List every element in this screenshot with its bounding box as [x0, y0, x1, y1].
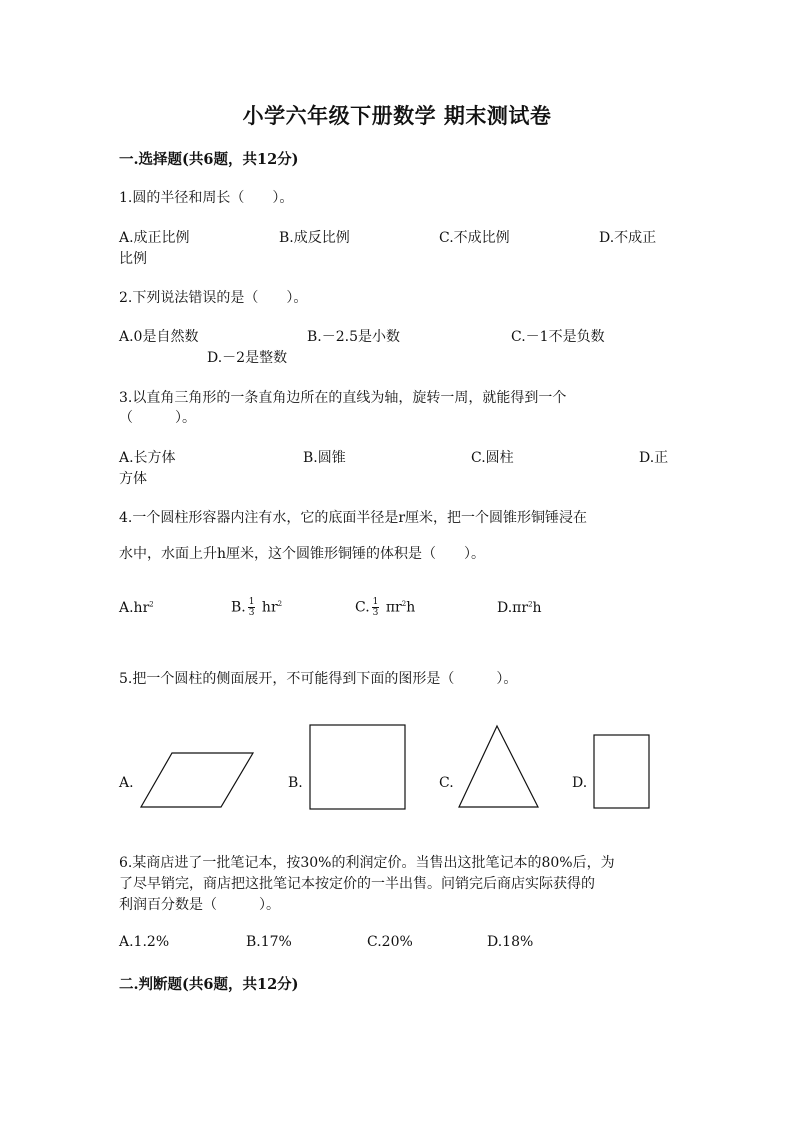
q3-option-a: A.长方体 — [119, 450, 176, 466]
parallelogram-figure — [138, 748, 260, 812]
q3-option-d: D.正 — [639, 450, 669, 466]
q4-c-suffix: πr — [381, 599, 402, 616]
q2-option-c: C.－1不是负数 — [511, 329, 605, 345]
q5-option-d-label: D. — [572, 775, 588, 791]
q4-b-suffix: hr — [257, 599, 278, 616]
question-1-stem: 1.圆的半径和周长（ ）。 — [119, 190, 294, 206]
rectangle-figure — [590, 731, 654, 813]
q4-a-text: A.hr — [119, 600, 150, 616]
q1-option-c: C.不成比例 — [439, 230, 510, 246]
question-4-stem-line2: 水中，水面上升h厘米，这个圆锥形铜锤的体积是（ ）。 — [119, 546, 486, 562]
triangle-figure — [454, 722, 544, 813]
q2-option-a: A.0是自然数 — [119, 329, 199, 345]
q3-option-d-wrap: 方体 — [119, 471, 147, 487]
q1-option-a: A.成正比例 — [119, 230, 190, 246]
q4-c-fraction — [372, 597, 380, 618]
section-heading-judgment: 二.判断题(共6题，共12分) — [119, 976, 299, 993]
q4-option-d — [497, 600, 542, 616]
page-title: 小学六年级下册数学 期末测试卷 — [242, 103, 552, 128]
fraction-denominator: 3 — [372, 608, 379, 618]
question-3-stem-line1: 3.以直角三角形的一条直角边所在的直线为轴，旋转一周，就能得到一个 — [119, 390, 567, 406]
question-3-stem-line2: （ ）。 — [119, 410, 196, 426]
q5-option-b-label: B. — [288, 775, 303, 791]
q3-option-b: B.圆锥 — [303, 450, 346, 466]
q4-c-sup: 2 — [401, 599, 407, 608]
q2-option-b: B.－2.5是小数 — [307, 329, 401, 345]
fraction-numerator: 1 — [372, 597, 379, 607]
q4-b-prefix: B. — [231, 599, 246, 616]
q6-option-a: A.1.2% — [119, 934, 170, 950]
q2-option-d: D.－2是整数 — [207, 350, 288, 366]
q5-option-c-label: C. — [439, 775, 454, 791]
q4-b-fraction — [248, 597, 256, 618]
fraction-numerator: 1 — [248, 597, 255, 607]
question-2-stem: 2.下列说法错误的是（ ）。 — [119, 290, 308, 306]
q4-b-sup: 2 — [277, 599, 283, 608]
q4-d-tail: h — [532, 600, 542, 616]
q6-option-d: D.18% — [487, 934, 534, 950]
q1-option-d: D.不成正 — [599, 230, 657, 246]
q4-d-sup: 2 — [528, 600, 533, 609]
q4-option-b — [231, 597, 282, 618]
square-figure — [306, 721, 410, 813]
question-6-stem-line2: 了尽早销完，商店把这批笔记本按定价的一半出售。问销完后商店实际获得的 — [119, 876, 595, 892]
q1-option-d-wrap: 比例 — [119, 251, 147, 267]
q4-option-c — [355, 597, 415, 618]
question-6-stem-line1: 6.某商店进了一批笔记本，按30%的利润定价。当售出这批笔记本的80%后，为 — [119, 855, 615, 871]
section-heading-choice: 一.选择题(共6题，共12分) — [119, 151, 299, 168]
q4-c-tail: h — [406, 599, 416, 616]
q4-d-prefix: D.πr — [497, 600, 529, 616]
q6-option-c: C.20% — [367, 934, 413, 950]
q4-c-prefix: C. — [355, 599, 370, 616]
q3-option-c: C.圆柱 — [471, 450, 514, 466]
q4-a-sup: 2 — [149, 600, 154, 609]
q4-option-a — [119, 600, 154, 616]
q6-option-b: B.17% — [246, 934, 292, 950]
fraction-denominator: 3 — [248, 608, 255, 618]
question-4-stem-line1: 4.一个圆柱形容器内注有水，它的底面半径是r厘米，把一个圆锥形铜锤浸在 — [119, 510, 588, 526]
q1-option-b: B.成反比例 — [279, 230, 350, 246]
q5-option-a-label: A. — [119, 775, 134, 791]
question-5-stem: 5.把一个圆柱的侧面展开，不可能得到下面的图形是（ ）。 — [119, 671, 518, 687]
question-6-stem-line3: 利润百分数是（ ）。 — [119, 897, 280, 913]
